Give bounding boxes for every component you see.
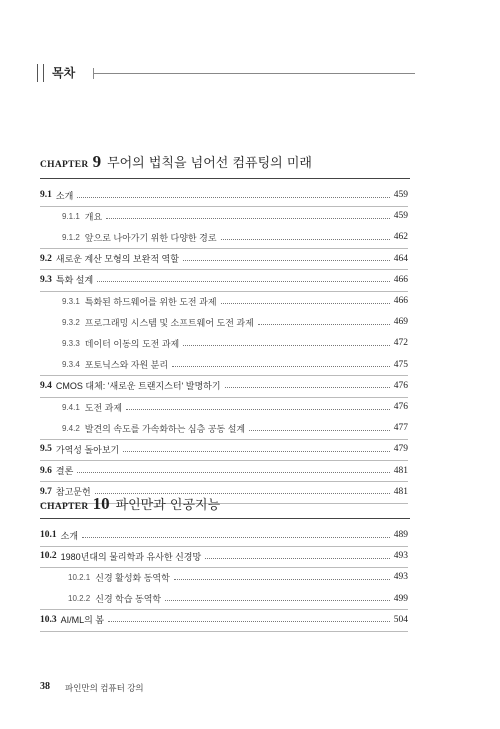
footer-page-number: 38 <box>40 681 50 692</box>
chapter-number: 9 <box>92 152 102 171</box>
leader-dots <box>221 303 390 304</box>
chapter-number: 10 <box>92 494 110 513</box>
toc-entry-page: 459 <box>393 211 408 222</box>
toc-subsection-row[interactable] <box>40 312 408 332</box>
toc-entry-number: 9.3.2 <box>62 317 80 327</box>
toc-entry-number: 10.1 <box>40 530 57 540</box>
toc-entry-number: 9.1.2 <box>62 232 80 242</box>
toc-entry-page: 481 <box>393 465 408 476</box>
toc-section-row[interactable] <box>40 610 408 630</box>
toc-entry-title: 가역성 돌아보기 <box>55 444 120 455</box>
toc-entry-page: 469 <box>393 317 408 328</box>
toc-subsection-row[interactable] <box>40 589 408 609</box>
leader-dots <box>172 366 390 367</box>
chapter-rule <box>40 178 410 179</box>
toc-entry-title: 포토닉스와 자원 분리 <box>84 360 169 371</box>
leader-dots <box>183 260 390 261</box>
leader-dots <box>108 621 390 622</box>
toc-entry-page: 466 <box>393 274 408 285</box>
toc-section-row[interactable] <box>40 376 408 396</box>
toc-entry-number: 10.2.2 <box>68 594 91 604</box>
leader-dots <box>221 239 390 240</box>
leader-dots <box>249 430 390 431</box>
toc-section-row[interactable] <box>40 270 408 290</box>
toc-entry-number: 9.3.3 <box>62 338 80 348</box>
leader-dots <box>106 218 390 219</box>
toc-entry-number: 9.1 <box>40 190 52 200</box>
toc-entry-page: 493 <box>393 572 408 583</box>
chapter-heading-10 <box>40 494 220 514</box>
toc-entry-page: 476 <box>393 402 408 412</box>
toc-entry-title: CMOS 대체: '새로운 트랜지스터' 발명하기 <box>55 381 221 392</box>
toc-subsection-row[interactable] <box>40 227 408 247</box>
leader-dots <box>165 600 390 601</box>
toc-section-row[interactable] <box>40 546 408 566</box>
toc-subsection-row[interactable] <box>40 333 408 353</box>
toc-entry-page: 466 <box>393 296 408 306</box>
toc-entry-page: 493 <box>393 551 408 562</box>
toc-entry-number: 9.4.1 <box>62 402 80 412</box>
chapter-heading-9 <box>40 152 312 172</box>
leader-dots <box>205 558 390 559</box>
toc-entry-number: 9.4.2 <box>62 423 80 433</box>
toc-entry-title: 앞으로 나아가기 위한 다양한 경로 <box>84 232 217 243</box>
chapter-title: 무어의 법칙을 넘어선 컴퓨팅의 미래 <box>107 156 312 171</box>
toc-entry-page: 472 <box>393 338 408 349</box>
toc-section-row[interactable] <box>40 461 408 481</box>
toc-section-row[interactable] <box>40 439 408 459</box>
toc-entry-title: 신경 학습 동역학 <box>95 594 162 605</box>
toc-section-row[interactable] <box>40 185 408 205</box>
toc-entry-title: AI/ML의 봄 <box>60 615 105 626</box>
toc-entry-number: 9.5 <box>40 444 52 455</box>
header-rule <box>93 73 415 74</box>
toc-entry-title: 신경 활성화 동역학 <box>95 572 170 583</box>
toc-entry-title: 참고문헌 <box>55 487 91 498</box>
toc-entry-page: 479 <box>393 444 408 455</box>
toc-subsection-row[interactable] <box>40 397 408 417</box>
toc-entry-number: 9.6 <box>40 465 52 476</box>
leader-dots <box>258 324 390 325</box>
toc-entry-title: 소개 <box>55 190 74 201</box>
leader-dots <box>123 451 390 452</box>
leader-dots <box>82 537 390 538</box>
toc-entry-page: 476 <box>393 380 408 391</box>
toc-entry-title: 프로그래밍 시스템 및 소프트웨어 도전 과제 <box>84 317 254 328</box>
page-title: 목차 <box>52 66 76 80</box>
footer-book-title: 파인만의 컴퓨터 강의 <box>65 683 144 693</box>
toc-entry-page: 489 <box>393 530 408 540</box>
toc-separator <box>40 631 408 632</box>
toc-entry-number: 9.1.1 <box>62 211 80 221</box>
toc-entry-page: 475 <box>393 359 408 370</box>
toc-entry-title: 새로운 계산 모형의 보완적 역할 <box>55 254 179 265</box>
toc-entry-page: 459 <box>393 190 408 200</box>
leader-dots <box>225 387 390 388</box>
toc-entry-title: 특화 설계 <box>55 275 94 286</box>
toc-entry-page: 481 <box>393 486 408 497</box>
toc-entry-page: 462 <box>393 232 408 243</box>
toc-entry-title: 결론 <box>55 466 74 477</box>
toc-entry-title: 개요 <box>84 211 103 222</box>
toc-entry-number: 9.4 <box>40 380 52 391</box>
chapter-rule <box>40 518 410 519</box>
toc-entry-number: 9.2 <box>40 253 52 264</box>
toc-subsection-row[interactable] <box>40 418 408 438</box>
toc-entry-title: 발견의 속도를 가속화하는 심층 공동 설계 <box>84 423 246 434</box>
toc-entry-title: 1980년대의 물리학과 유사한 신경망 <box>60 551 202 562</box>
toc-entry-number: 9.3 <box>40 274 52 285</box>
leader-dots <box>126 409 390 410</box>
toc-entry-number: 10.3 <box>40 614 57 625</box>
chapter-label: CHAPTER <box>40 160 89 170</box>
toc-entry-number: 10.2 <box>40 551 57 562</box>
toc-entry-title: 도전 과제 <box>84 402 123 413</box>
header-bar-mark <box>37 64 44 82</box>
toc-entry-number: 9.7 <box>40 486 52 497</box>
chapter-label: CHAPTER <box>40 502 89 512</box>
toc-section-row[interactable] <box>40 525 408 545</box>
toc-subsection-row[interactable] <box>40 291 408 311</box>
leader-dots <box>77 197 389 198</box>
leader-dots <box>174 579 390 580</box>
toc-entry-page: 477 <box>393 423 408 434</box>
toc-entry-page: 504 <box>393 614 408 625</box>
leader-dots <box>183 345 390 346</box>
toc-subsection-row[interactable] <box>40 206 408 226</box>
toc-section-row[interactable] <box>40 249 408 269</box>
toc-entry-title: 특화된 하드웨어를 위한 도전 과제 <box>84 296 217 307</box>
toc-entry-page: 499 <box>393 593 408 604</box>
toc-entry-number: 9.3.1 <box>62 296 80 306</box>
toc-entry-page: 464 <box>393 253 408 264</box>
toc-entry-number: 10.2.1 <box>68 572 91 582</box>
leader-dots <box>77 472 389 473</box>
toc-subsection-row[interactable] <box>40 355 408 375</box>
toc-entry-title: 데이터 이동의 도전 과제 <box>84 338 180 349</box>
chapter-title: 파인만과 인공지능 <box>115 498 221 513</box>
toc-entry-title: 소개 <box>60 530 79 541</box>
toc-subsection-row[interactable] <box>40 567 408 587</box>
toc-entry-number: 9.3.4 <box>62 360 80 370</box>
leader-dots <box>97 281 390 282</box>
